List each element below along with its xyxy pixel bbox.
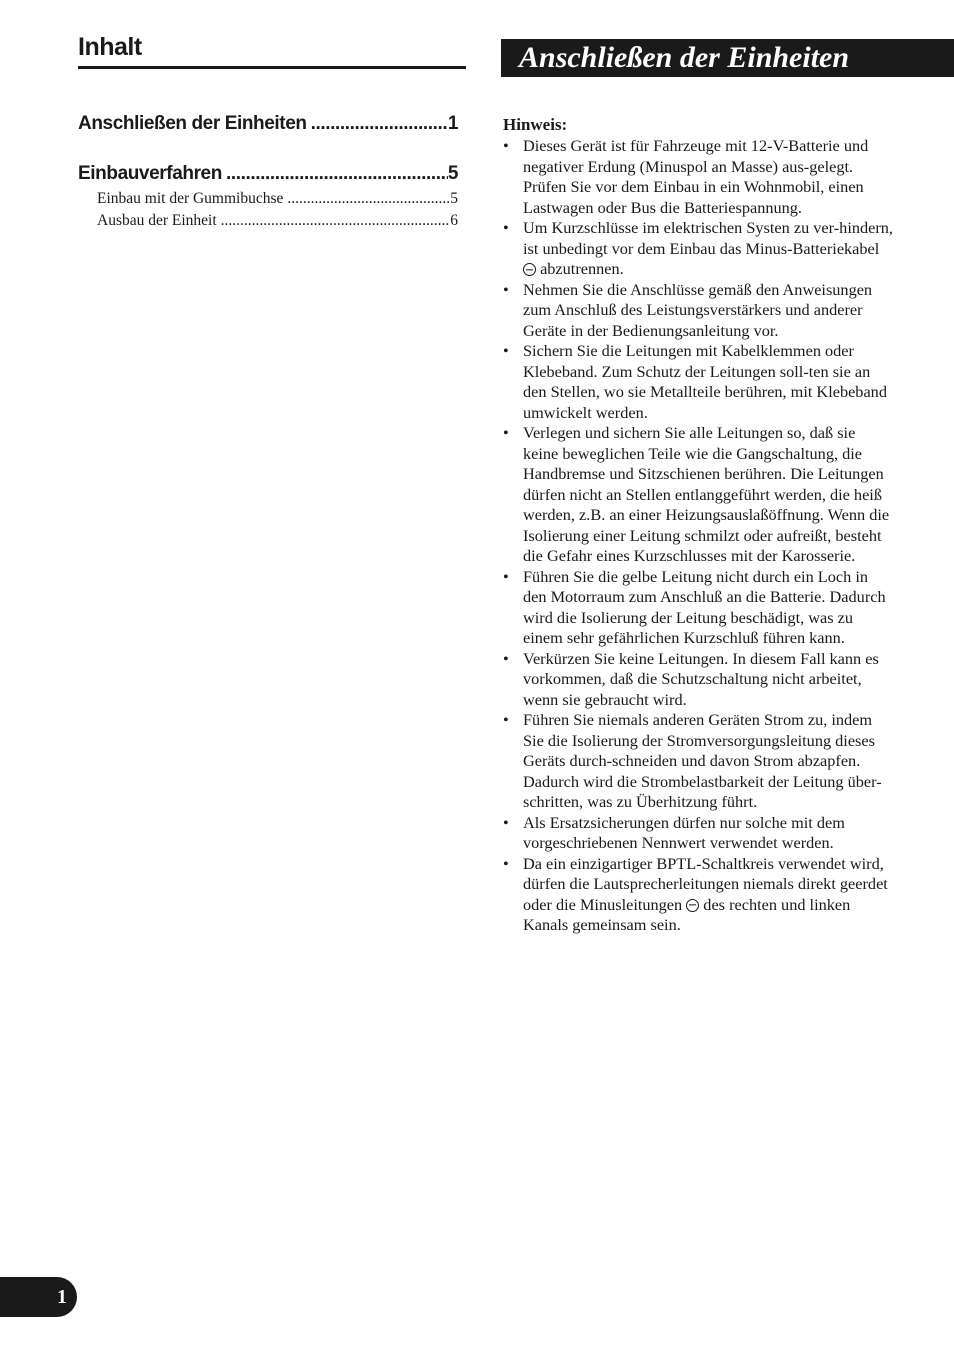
toc-subentry-label: Ausbau der Einheit [97,212,217,229]
bullet-icon: • [503,218,509,237]
note-item-text: des rechten und linken Kanals gemeinsam sein. [523,894,851,934]
toc-leader-dots [222,160,448,188]
note-item-text: Verkürzen Sie keine Leitungen. In diesem Fall kann es vorkommen, daß die Schutzschaltung nicht arbeitet, wenn sie gebraucht wird. [523,648,879,709]
toc-subentry-label: Einbau mit der Gummibuchse [97,190,284,207]
page-number-tab [0,1277,77,1317]
toc-entry-page: 5 [447,163,458,184]
bullet-icon: • [503,279,509,299]
bullet-icon: • [503,853,509,873]
toc-subentry-page: 6 [450,212,458,229]
bullet-icon: • [503,341,509,360]
note-list [503,136,893,936]
toc-subentry-page: 5 [450,190,458,207]
toc-leader-dots [283,188,450,210]
toc-entry-label: Einbauverfahren [78,163,222,184]
bullet-icon: • [503,566,509,586]
note-item [503,423,893,567]
bullet-icon: • [503,812,509,832]
bullet-icon: • [503,648,509,668]
toc-title: Inhalt [78,30,466,69]
note-title: Hinweis: [503,115,568,134]
note-item-text: Da ein einzigartiger BPTL-Schaltkreis verwendet wird, dürfen die Lautsprecherleitungen niemals direkt geerdet oder die Minusleitungen [523,853,888,914]
toc-subentry[interactable] [78,188,458,210]
page-number: 1 [57,1285,67,1308]
note-item [503,710,893,813]
note-item [503,813,893,854]
note-section [503,114,893,936]
note-item-text: Als Ersatzsicherungen dürfen nur solche mit dem vorgeschriebenen Nennwert verwendet werden. [523,812,845,852]
note-item [503,341,893,423]
note-item-text: Dieses Gerät ist für Fahrzeuge mit 12-V-Batterie und negativer Erdung (Minuspol an Masse) aus-gelegt. Prüfen Sie vor dem Einbau in ein Wohnmobil, einen Lastwagen oder Bus die Batteriespannung. [523,136,869,217]
note-item [503,280,893,342]
table-of-contents [78,110,458,232]
toc-subentry[interactable] [78,210,458,232]
bullet-icon: • [503,136,509,155]
toc-leader-dots [217,210,451,232]
note-item [503,218,893,280]
toc-entry-page: 1 [447,113,458,134]
note-item-text: Sichern Sie die Leitungen mit Kabelklemmen oder Klebeband. Zum Schutz der Leitungen soll-ten sie an den Stellen, wo sie Metallteile berühren, mit Klebeband umwickelt werden. [523,341,887,422]
bullet-icon: • [503,423,509,442]
note-item-text: Führen Sie niemals anderen Geräten Strom zu, indem Sie die Isolierung der Stromversorgungsleitung dieses Geräts durch-schneiden und davon Strom abzapfen. Dadurch wird die Strombelastbarkeit der Leitung über-schritten, was zu Überhitzung führt. [523,710,882,811]
note-item [503,567,893,649]
note-item-text: abzutrennen. [536,259,624,278]
note-item-text: Um Kurzschlüsse im elektrischen Systen zu ver-hindern, ist unbedingt vor dem Einbau das Minus-Batteriekabel [523,218,893,258]
bullet-icon: • [503,710,509,729]
toc-entry[interactable] [78,160,458,188]
note-item-text: Verlegen und sichern Sie alle Leitungen so, daß sie keine beweglichen Teile wie die Gangschaltung, die Handbremse und Sitzschienen berühren. Die Leitungen dürfen nicht an Stellen entlanggeführt werden, die heiß werden, z.B. an einer Heizungsauslaßöffnung. Wenn die Isolierung einer Leitung schmilzt oder aufreißt, besteht die Gefahr eines Kurzschlusses mit der Karosserie. [523,423,890,565]
toc-entry-label: Anschließen der Einheiten [78,113,307,134]
minus-circle-icon [686,899,699,912]
section-title-banner: Anschließen der Einheiten [501,39,954,77]
note-item [503,136,893,218]
note-item [503,854,893,936]
toc-leader-dots [307,110,448,138]
toc-entry[interactable] [78,110,458,138]
note-item-text: Führen Sie die gelbe Leitung nicht durch ein Loch in den Motorraum zum Anschluß an die Batterie. Dadurch wird die Isolierung der Leitung beschädigt, was zu einem sehr gefährlichen Kurzschluß führen kann. [523,566,886,647]
minus-circle-icon [523,263,536,276]
note-item [503,649,893,711]
note-item-text: Nehmen Sie die Anschlüsse gemäß den Anweisungen zum Anschluß des Leistungsverstärkers und anderer Geräte in der Bedienungsanleitung vor. [523,279,873,340]
